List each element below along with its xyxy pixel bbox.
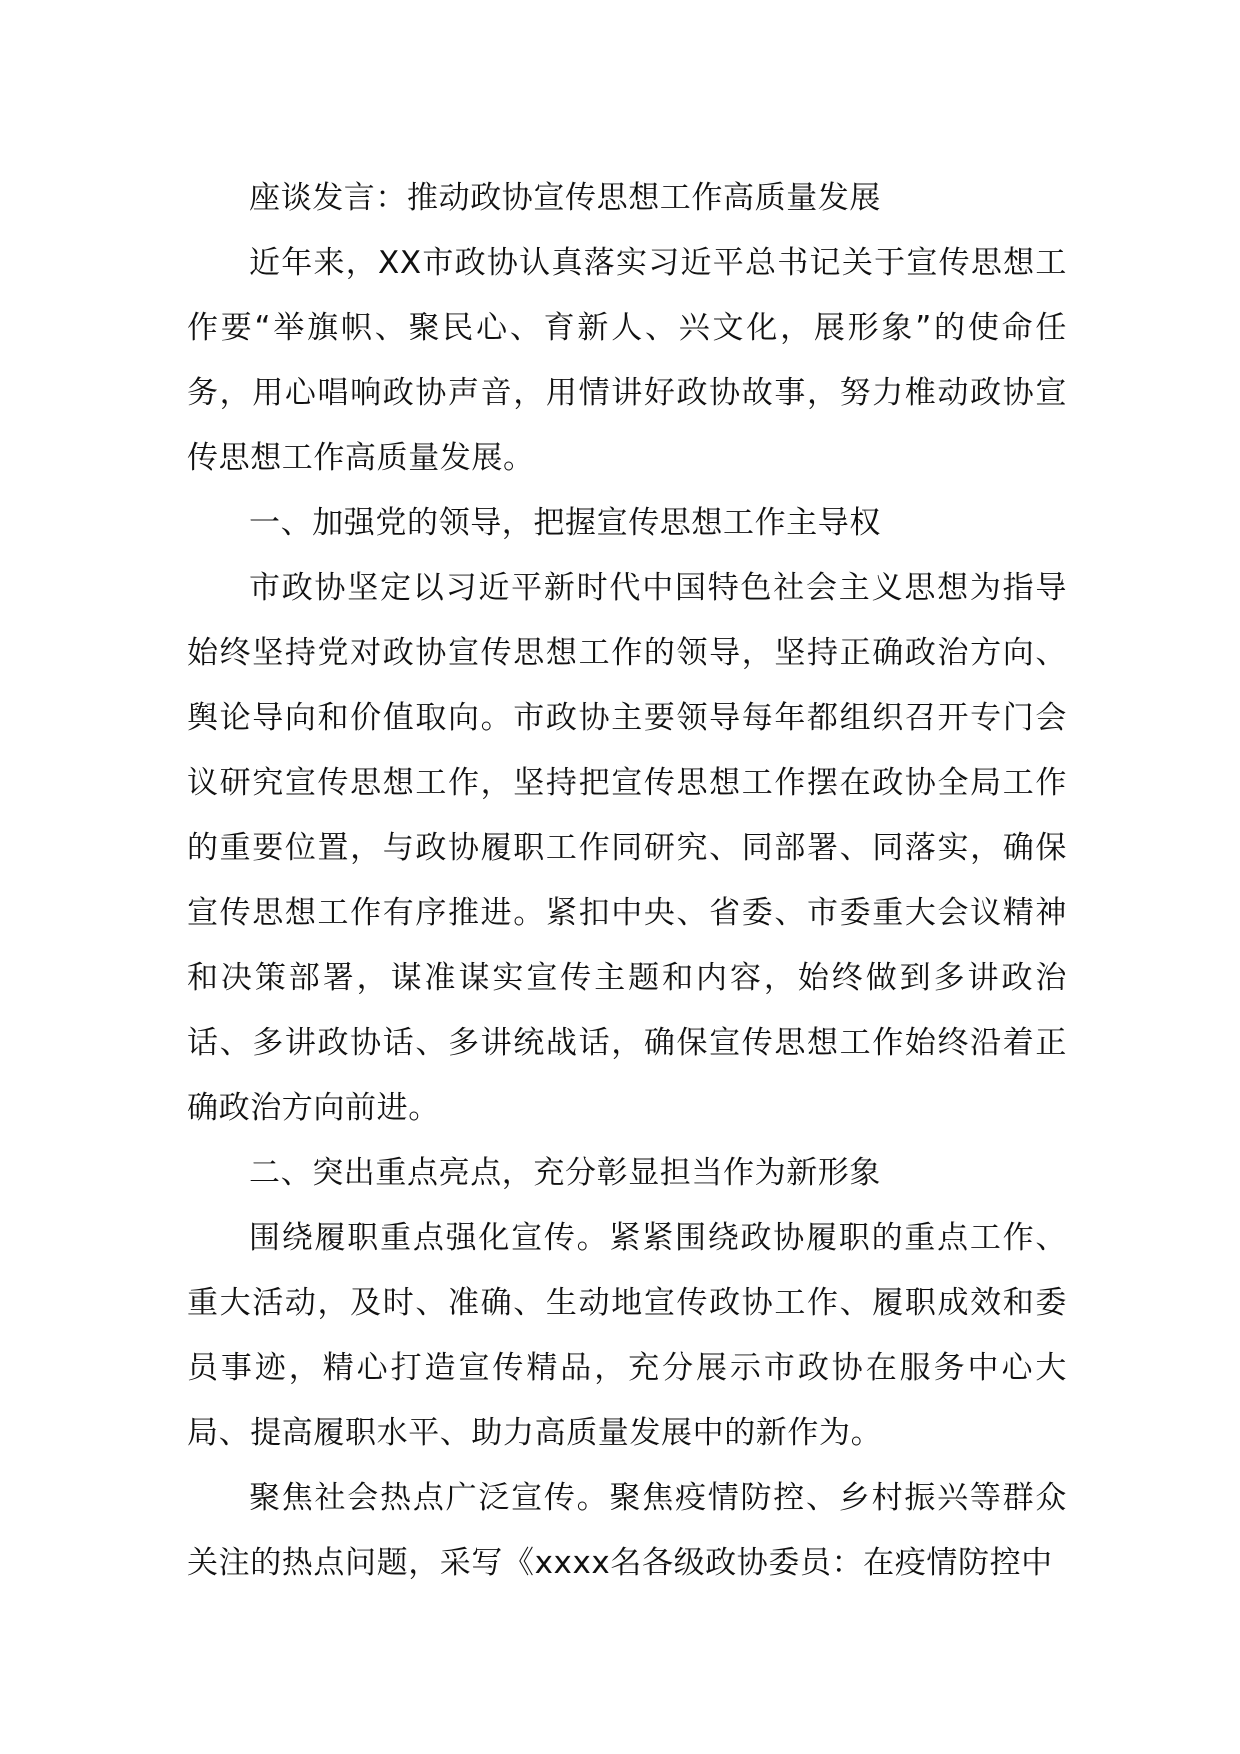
paragraph-intro: 近年来，XX市政协认真落实习近平总书记关于宣传思想工作要“举旗帜、聚民心、育新人、兴文化，展形象”的使命任务，用心唱响政协声音，用情讲好政协故事，努力椎动政协宣传思想工作高质量发展。 [187, 245, 1067, 476]
paragraph-section-2a: 围绕履职重点强化宣传。紧紧围绕政协履职的重点工作、重大活动，及时、准确、生动地宣传政协工作、履职成效和委员事迹，精心打造宣传精品，充分展示市政协在服务中心大局、提高履职水平、助力高质量发展中的新作为。 [187, 1220, 1067, 1451]
section-heading-1: 一、加强党的领导，把握宣传思想工作主导权 [249, 505, 881, 541]
document-title: 座谈发言：推动政协宣传思想工作高质量发展 [249, 180, 881, 216]
document-body [187, 166, 1067, 1596]
paragraph-section-1: 市政协坚定以习近平新时代中国特色社会主义思想为指导始终坚持党对政协宣传思想工作的领导，坚持正确政治方向、舆论导向和价值取向。市政协主要领导每年都组织召开专门会议研究宣传思想工作，坚持把宣传思想工作摆在政协全局工作的重要位置，与政协履职工作同研究、同部署、同落实，确保宣传思想工作有序推进。紧扣中央、省委、市委重大会议精神和决策部署，谋准谋实宣传主题和内容，始终做到多讲政治话、多讲政协话、多讲统战话，确保宣传思想工作始终沿着正确政治方向前进。 [187, 570, 1067, 1126]
paragraph-section-2b: 聚焦社会热点广泛宣传。聚焦疫情防控、乡村振兴等群众关注的热点问题，采写《xxxx名各级政协委员：在疫情防控中 [187, 1480, 1067, 1581]
section-heading-2: 二、突出重点亮点，充分彰显担当作为新形象 [249, 1155, 881, 1191]
